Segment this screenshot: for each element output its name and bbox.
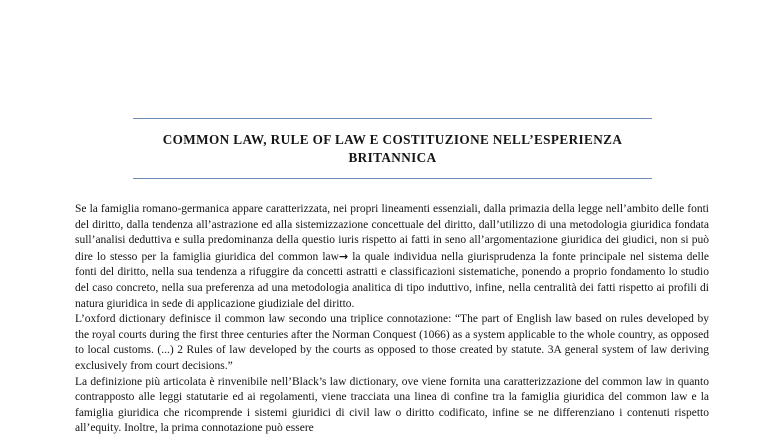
title-top-rule [133, 118, 652, 119]
title-line-2: BRITANNICA [348, 150, 437, 165]
paragraph-text: Se la famiglia romano-germanica appare caratterizzata, nei propri lineamenti essenziali, dalla primazia della legge nell’ambito delle fonti del diritto, dalla tendenza all’astrazione ed alla sistemizzazione concettuale del diritto, dall’utilizzo di una metodologia giuridica fondata sull’analisi deduttiva e sulla predominanza della questio iuris rispetto ai fatti in seno all’argomentazione giuridica dei giudici, non si può dire lo stesso per la famiglia giuridica del common law [75, 203, 709, 263]
paragraph-text: la quale individua nella giurisprudenza la fonte principale nel sistema delle fonti del diritto, nella sua tendenza a rifuggire da concetti astratti e classificazioni sistematiche, ponendo a proprio fondamento lo studio del caso concreto, nella sua preferenza ad una metodologia analitica di tipo induttivo, infine, nella centralità dei fatti rispetto ai profili di natura giuridica in sede di applicazione giudiziale del diritto. [75, 250, 709, 310]
title-bottom-rule [133, 178, 652, 179]
right-arrow-icon: → [338, 249, 349, 263]
paragraph-civil-vs-common-law [75, 202, 709, 312]
paragraph-blacks-definition: La definizione più articolata è rinvenibile nell’Black’s law dictionary, ove viene fornita una caratterizzazione del common law in quanto contrapposto alle leggi statutarie ed ai regolamenti, viene tracciata una linea di confine tra la famiglia giuridica del common law e la famiglia giuridica che ricomprende i sistemi giuridici di civil law o diritto codificato, infine se ne differenziano i contenuti rispetto all’equity. Inoltre, la prima connotazione può essere [75, 375, 709, 435]
title-line-1: COMMON LAW, RULE OF LAW E COSTITUZIONE NELL’ESPERIENZA [162, 132, 623, 147]
document-title [133, 131, 652, 167]
document-body [75, 202, 709, 437]
paragraph-oxford-definition: L’oxford dictionary definisce il common law secondo una triplice connotazione: “The part of English law based on rules developed by the royal courts during the first three centuries after the Norman Conquest (1066) as a system applicable to the whole country, as opposed to local customs. (...) 2 Rules of law developed by the courts as opposed to those created by statute. 3A general system of law deriving exclusively from court decisions.” [75, 313, 709, 372]
